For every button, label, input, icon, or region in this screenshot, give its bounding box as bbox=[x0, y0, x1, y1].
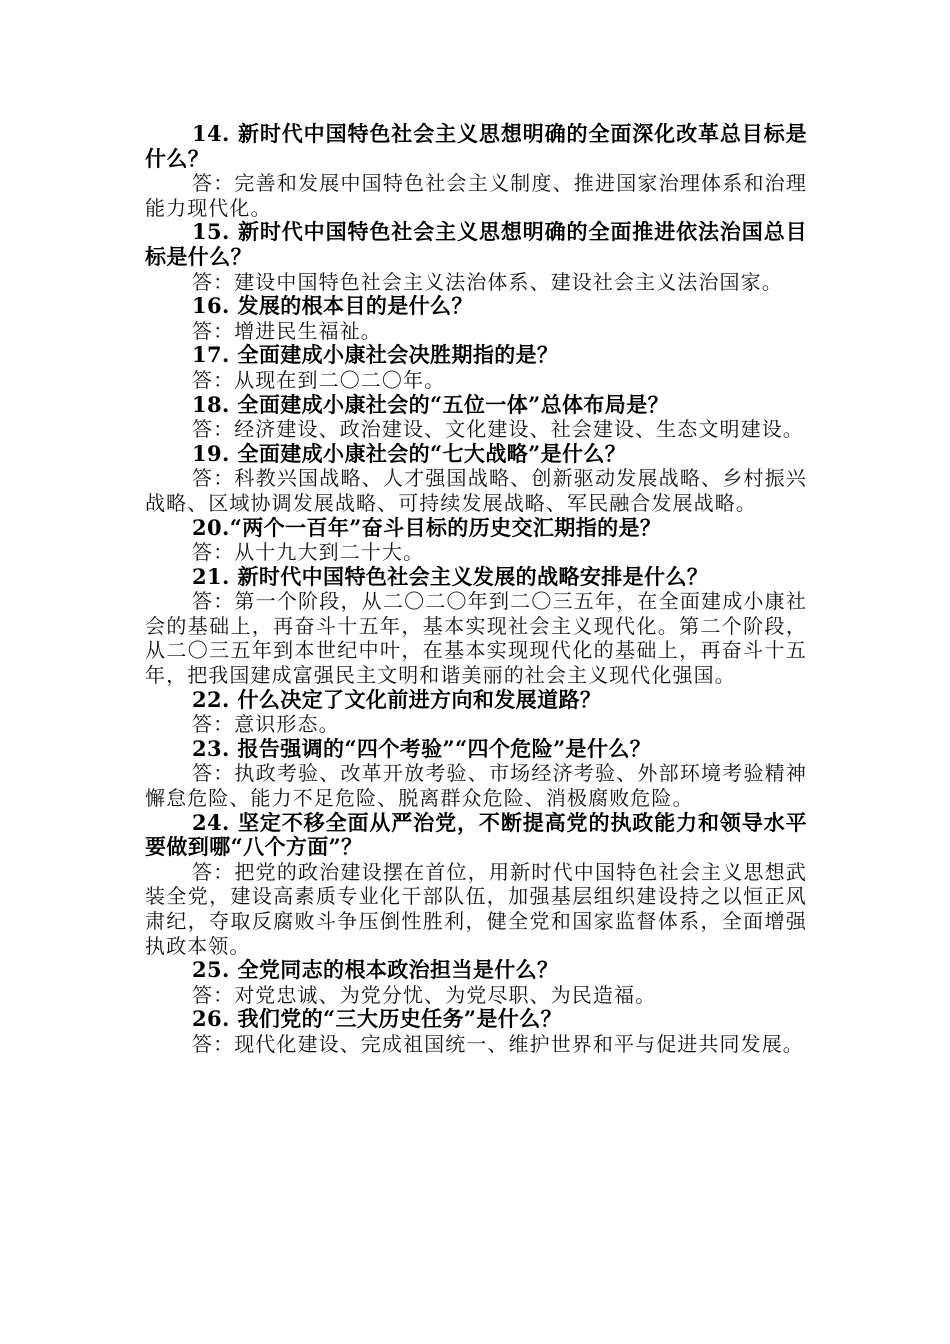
answer-16: 答：增进民生福祉。 bbox=[192, 318, 382, 343]
question-18: 18. 全面建成小康社会的“五位一体”总体布局是？ bbox=[192, 391, 670, 417]
question-21: 21. 新时代中国特色社会主义发展的战略安排是什么？ bbox=[192, 563, 709, 589]
qa-item-26 bbox=[145, 1007, 807, 1056]
qa-item-19 bbox=[145, 442, 807, 516]
answer-23: 答：执政考验、改革开放考验、市场经济考验、外部环境考验精神懈怠危险、能力不足危险、脱离群众危险、消极腐败危险。 bbox=[145, 761, 807, 811]
qa-item-25 bbox=[145, 958, 807, 1007]
qa-item-17 bbox=[145, 343, 807, 392]
answer-17: 答：从现在到二〇二〇年。 bbox=[192, 367, 446, 392]
qa-item-14 bbox=[145, 122, 807, 220]
question-14: 14. 新时代中国特色社会主义思想明确的全面深化改革总目标是什么？ bbox=[145, 121, 807, 171]
answer-22: 答：意识形态。 bbox=[192, 712, 340, 737]
qa-item-15 bbox=[145, 220, 807, 294]
question-17: 17. 全面建成小康社会决胜期指的是？ bbox=[192, 342, 559, 368]
answer-19: 答：科教兴国战略、人才强国战略、创新驱动发展战略、乡村振兴战略、区域协调发展战略、可持续发展战略、军民融合发展战略。 bbox=[145, 466, 807, 515]
qa-item-16 bbox=[145, 294, 807, 343]
qa-item-23 bbox=[145, 737, 807, 811]
question-19: 19. 全面建成小康社会的“七大战略”是什么？ bbox=[192, 440, 627, 466]
answer-25: 答：对党忠诚、为党分忧、为党尽职、为民造福。 bbox=[192, 982, 657, 1007]
answer-26: 答：现代化建设、完成祖国统一、维护世界和平与促进共同发展。 bbox=[192, 1031, 804, 1056]
answer-21: 答：第一个阶段，从二〇二〇年到二〇三五年，在全面建成小康社会的基础上，再奋斗十五年，基本实现社会主义现代化。第二个阶段，从二〇三五年到本世纪中叶，在基本实现现代化的基础上，再奋斗十五年，把我国建成富强民主文明和谐美丽的社会主义现代化强国。 bbox=[145, 589, 807, 688]
question-26: 26. 我们党的“三大历史任务”是什么？ bbox=[192, 1006, 563, 1032]
qa-item-20 bbox=[145, 516, 807, 565]
question-25: 25. 全党同志的根本政治担当是什么？ bbox=[192, 957, 559, 983]
question-16: 16. 发展的根本目的是什么？ bbox=[192, 293, 473, 319]
answer-18: 答：经济建设、政治建设、文化建设、社会建设、生态文明建设。 bbox=[192, 417, 804, 442]
question-23: 23. 报告强调的“四个考验”“四个危险”是什么？ bbox=[192, 735, 652, 761]
question-24: 24. 坚定不移全面从严治党，不断提高党的执政能力和领导水平要做到哪“八个方面”？ bbox=[145, 809, 807, 860]
answer-20: 答：从十九大到二十大。 bbox=[192, 540, 425, 565]
question-22: 22. 什么决定了文化前进方向和发展道路？ bbox=[192, 686, 602, 712]
question-20: 20.“两个一百年”奋斗目标的历史交汇期指的是？ bbox=[192, 514, 662, 540]
answer-24: 答：把党的政治建设摆在首位，用新时代中国特色社会主义思想武装全党，建设高素质专业化干部队伍，加强基层组织建设持之以恒正风肃纪，夺取反腐败斗争压倒性胜利，健全党和国家监督体系，全面增强执政本领。 bbox=[145, 859, 807, 958]
qa-item-18 bbox=[145, 393, 807, 442]
answer-14: 答：完善和发展中国特色社会主义制度、推进国家治理体系和治理能力现代化。 bbox=[145, 171, 807, 220]
qa-item-22 bbox=[145, 688, 807, 737]
document-page bbox=[145, 122, 807, 1057]
question-15: 15. 新时代中国特色社会主义思想明确的全面推进依法治国总目标是什么？ bbox=[145, 219, 807, 269]
answer-15: 答：建设中国特色社会主义法治体系、建设社会主义法治国家。 bbox=[192, 269, 783, 294]
qa-item-24 bbox=[145, 811, 807, 959]
qa-item-21 bbox=[145, 565, 807, 688]
